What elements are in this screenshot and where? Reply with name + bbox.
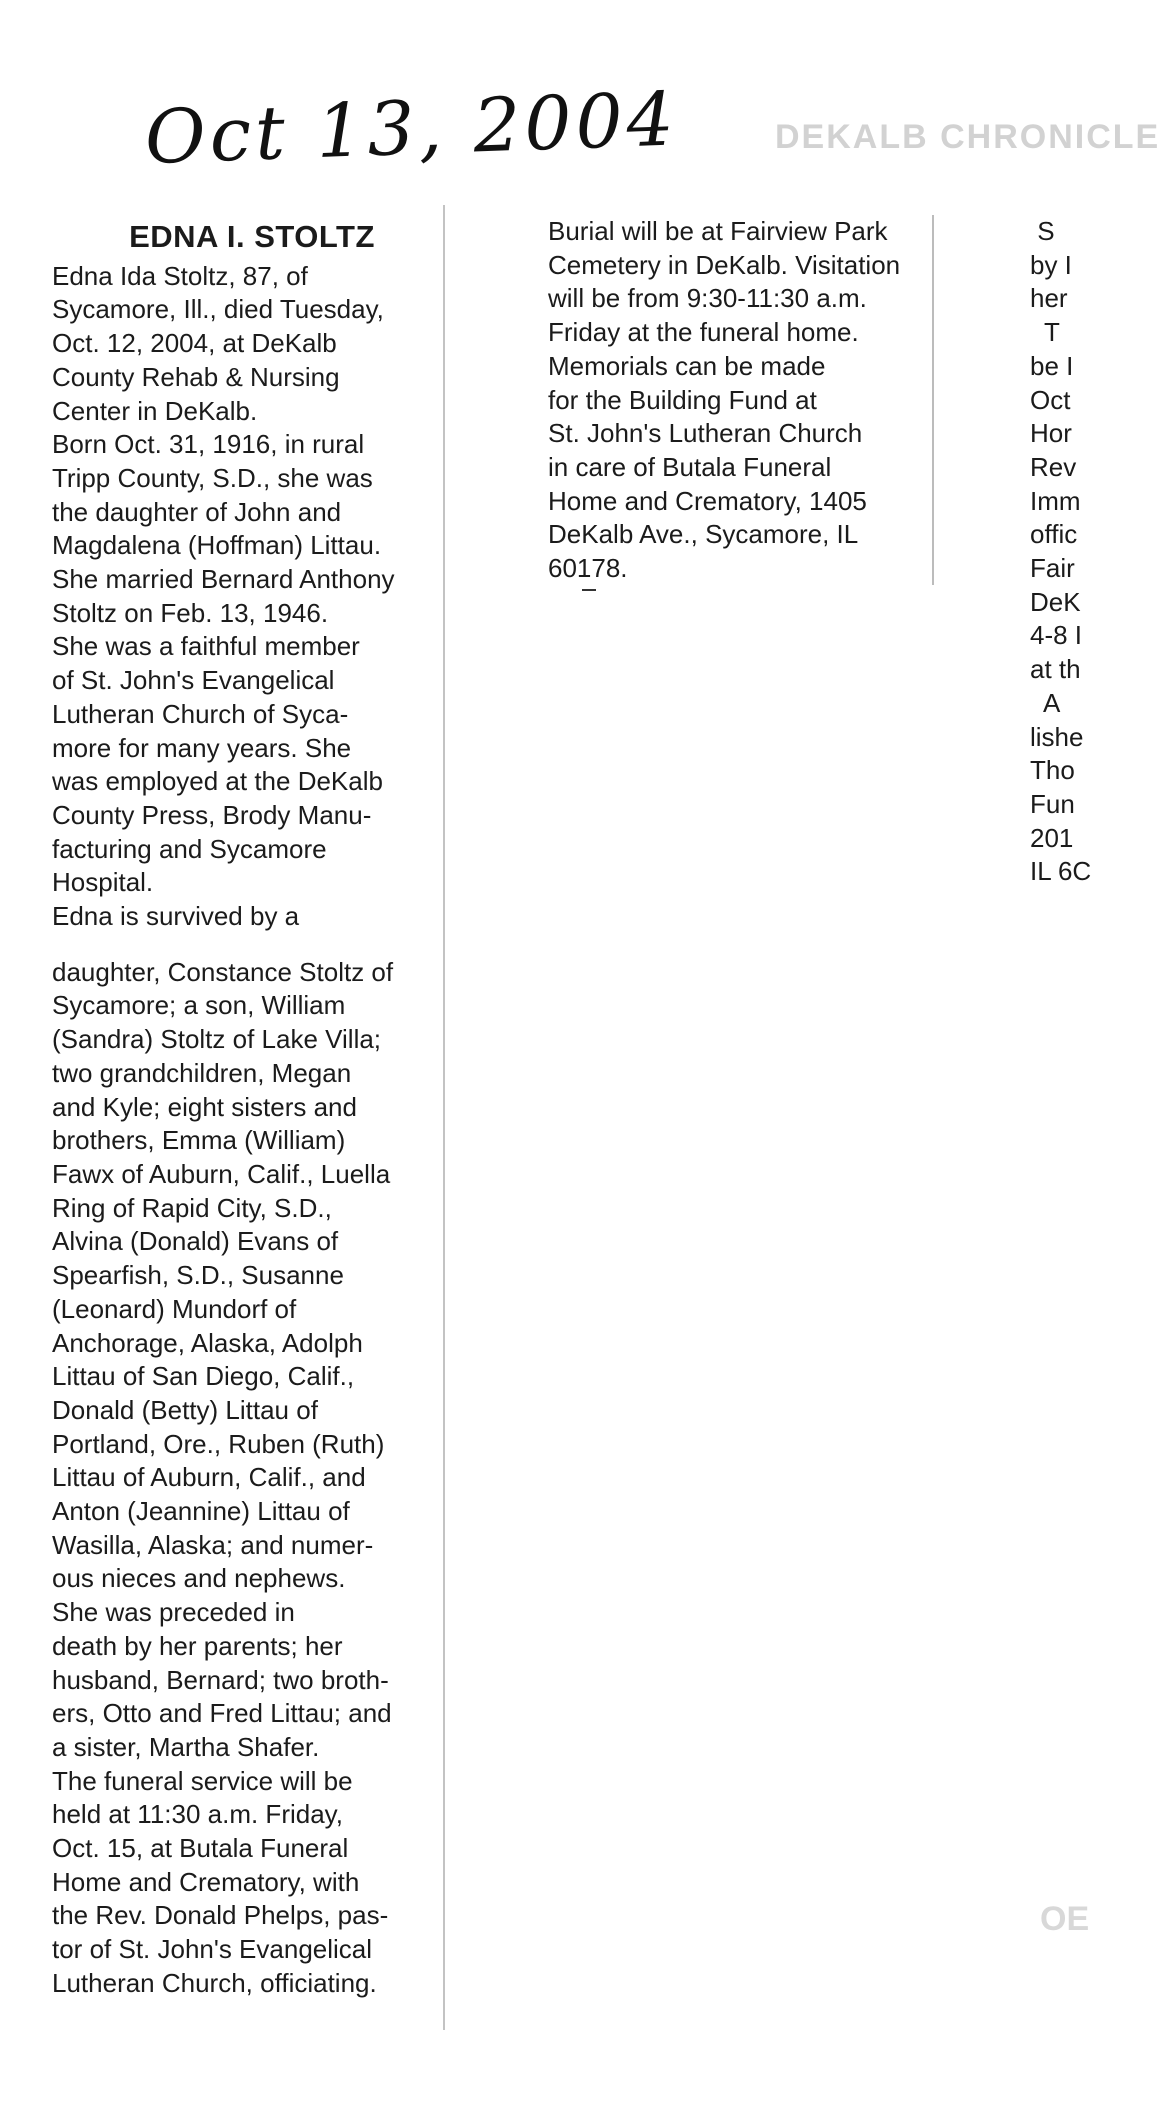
obituary-paragraph: The funeral service will be held at 11:30 a.m. Friday, Oct. 15, at Butala Funeral Home and Crematory, with the Rev. Donald Phelps, pas- tor of St. John's Evangelical Lutheran Church, officiating. — [52, 1765, 389, 1998]
obituary-paragraph: She was a faithful member of St. John's Evangelical Lutheran Church of Syca- more for many years. She was employed at the DeKalb County Press, Brody Manu- facturing and Sycamore Hospital. — [52, 631, 383, 898]
obituary-paragraph: Memorials can be made for the Building Fund at St. John's Lutheran Church in care of Butala Funeral Home and Crematory, 1405 DeKalb Ave., Sycamore, IL 60178. — [548, 350, 867, 584]
obituary-column-1 — [52, 220, 452, 2001]
clipped-heading: OE — [1040, 1900, 1090, 1938]
clipped-adjacent-column — [1030, 215, 1090, 889]
obituary-column-2 — [548, 215, 938, 586]
handwritten-date: Oct 13, 2004 — [143, 76, 680, 181]
obituary-paragraph: She was preceded in death by her parents; her husband, Bernard; two broth- ers, Otto and Fred Littau; and a sister, Martha Shafer. — [52, 1597, 392, 1762]
clipped-text: S by I her T be I Oct Hor Rev Imm offic Fair DeK 4-8 I at th A lishe Tho Fun 201 IL 6C — [1030, 216, 1092, 887]
obituary-paragraph: Burial will be at Fairview Park Cemetery in DeKalb. Visitation will be from 9:30-11:30 a.m. Friday at the funeral home. — [548, 216, 901, 348]
obituary-paragraph: Edna is survived by a — [52, 901, 300, 932]
obituary-headline: EDNA I. STOLTZ — [129, 219, 375, 254]
obituary-paragraph: daughter, Constance Stoltz of Sycamore; a son, William (Sandra) Stoltz of Lake Villa; two grandchildren, Megan and Kyle; eight sisters and brothers, Emma (William) Fawx of Auburn, Calif., Luella Ring of Rapid City, S.D., Alvina (Donald) Evans of Spearfish, S.D., Susanne (Leonard) Mundorf of Anchorage, Alaska, Adolph Littau of San Diego, Calif., Donald (Betty) Littau of Portland, Ore., Ruben (Ruth) Littau of Auburn, Calif., and Anton (Jeannine) Littau of Wasilla, Alaska; and numer- ous nieces and nephews. — [52, 956, 394, 1594]
obituary-paragraph: Born Oct. 31, 1916, in rural Tripp County, S.D., she was the daughter of John and Magdalena (Hoffman) Littau. She married Bernard Anthony Stoltz on Feb. 13, 1946. — [52, 429, 395, 628]
paste-gap — [52, 934, 452, 956]
end-dash — [582, 589, 596, 591]
obituary-paragraph: Edna Ida Stoltz, 87, of Sycamore, Ill., died Tuesday, Oct. 12, 2004, at DeKalb County Rehab & Nursing Center in DeKalb. — [52, 260, 384, 426]
newspaper-masthead: DEKALB CHRONICLE — [775, 118, 1160, 156]
